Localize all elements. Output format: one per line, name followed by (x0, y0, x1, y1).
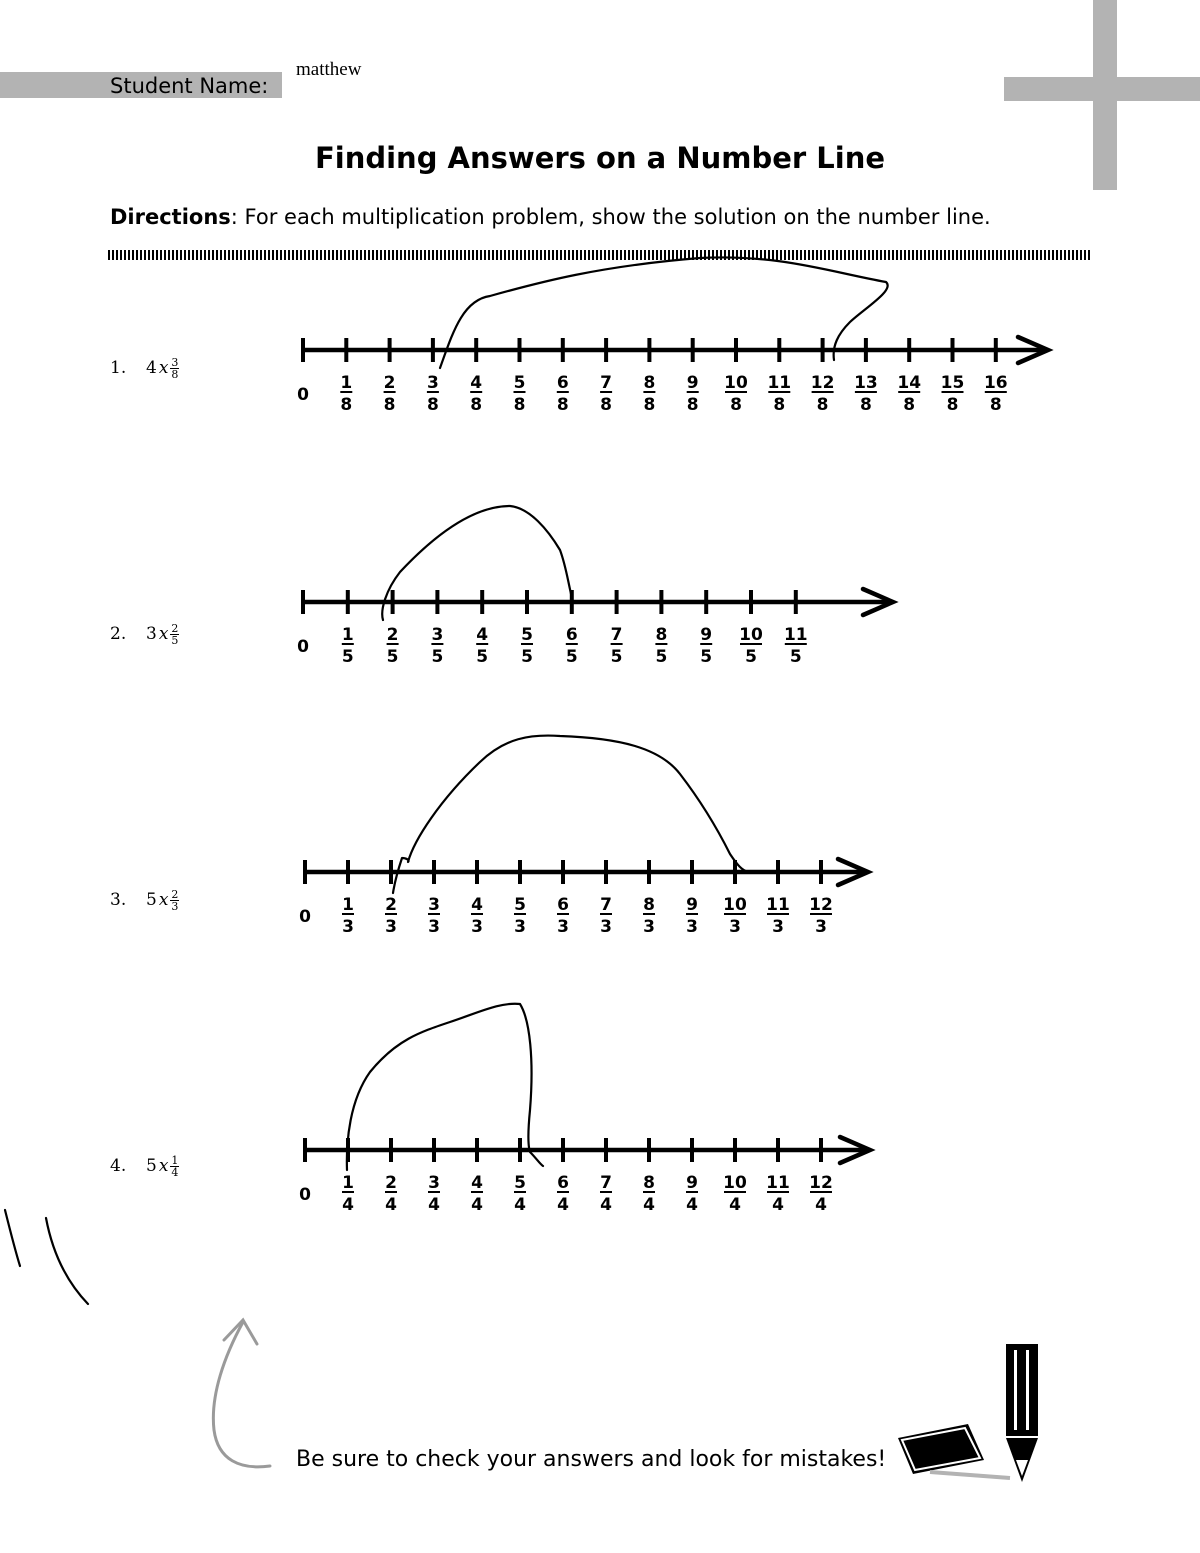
tick-label-numerator: 6 (556, 373, 569, 393)
fraction-denominator: 3 (171, 900, 179, 913)
tick-label-denominator: 4 (643, 1195, 655, 1215)
tick-label-denominator: 3 (772, 917, 784, 937)
tick-label-numerator: 2 (385, 895, 397, 915)
tick-label-numerator: 16 (983, 373, 1008, 393)
tick-label-denominator: 3 (471, 917, 483, 937)
tick-label-denominator: 8 (643, 395, 656, 415)
tick-label-numerator: 3 (431, 625, 444, 645)
margin-mark-2 (46, 1218, 88, 1304)
tick-label-denominator: 5 (341, 647, 354, 667)
tick-label-denominator: 4 (557, 1195, 569, 1215)
tick-label-numerator: 13 (854, 373, 878, 393)
number-line-2 (0, 582, 1200, 672)
tick-label-numerator: 5 (521, 625, 533, 645)
tick-label-numerator: 8 (655, 625, 668, 645)
problem-operator: x (158, 624, 169, 644)
problem-operator: x (158, 1156, 169, 1176)
tick-label-denominator: 5 (700, 647, 713, 667)
problem-factor: 5 (146, 1156, 157, 1176)
student-name-field[interactable]: matthew (296, 59, 362, 80)
tick-label-numerator: 8 (643, 373, 656, 393)
tick-label-denominator: 4 (686, 1195, 698, 1215)
tick-label-numerator: 6 (565, 625, 578, 645)
tick-label-numerator: 10 (739, 625, 763, 645)
tick-label-denominator: 8 (426, 395, 439, 415)
tick-label-numerator: 4 (470, 373, 483, 393)
page-title: Finding Answers on a Number Line (314, 141, 886, 175)
tick-label-denominator: 5 (610, 647, 623, 667)
tick-label-denominator: 3 (600, 917, 612, 937)
tick-label-numerator: 9 (686, 373, 699, 393)
tick-label-denominator: 5 (476, 647, 489, 667)
tick-label-numerator: 7 (610, 625, 623, 645)
tick-label-numerator: 9 (686, 895, 698, 915)
tick-label-denominator: 4 (428, 1195, 440, 1215)
tick-label-denominator: 8 (903, 395, 916, 415)
tick-label-denominator: 4 (729, 1195, 741, 1215)
fraction-denominator: 5 (171, 634, 179, 647)
problem-factor: 4 (146, 358, 157, 378)
fraction-numerator: 1 (171, 1154, 179, 1167)
directions-text: : For each multiplication problem, show the solution on the number line. (230, 205, 991, 229)
fraction-numerator: 2 (171, 888, 179, 901)
tick-label-numerator: 10 (723, 1173, 747, 1193)
tick-label-zero: 0 (297, 637, 309, 657)
problem-factor: 3 (146, 624, 157, 644)
tick-label-denominator: 5 (386, 647, 399, 667)
fraction-denominator: 8 (171, 368, 179, 381)
tick-label-denominator: 8 (859, 395, 872, 415)
problem-operator: x (158, 890, 169, 910)
tick-label-denominator: 8 (556, 395, 569, 415)
tick-label-numerator: 12 (810, 373, 835, 393)
tick-label-denominator: 8 (989, 395, 1002, 415)
tick-label-numerator: 9 (700, 625, 713, 645)
curved-arrow-icon (213, 1320, 270, 1467)
tick-label-denominator: 3 (514, 917, 526, 937)
tick-label-denominator: 3 (557, 917, 569, 937)
tick-label-numerator: 12 (809, 895, 833, 915)
tick-label-numerator: 5 (514, 1173, 526, 1193)
divider-rule (108, 250, 1091, 260)
tick-label-denominator: 8 (816, 395, 829, 415)
tick-label-denominator: 4 (385, 1195, 397, 1215)
tick-label-denominator: 8 (600, 395, 613, 415)
tick-label-denominator: 5 (521, 647, 533, 667)
tick-label-denominator: 4 (471, 1195, 483, 1215)
tick-label-zero: 0 (297, 385, 309, 405)
student-name-label: Student Name: (110, 74, 269, 98)
tick-label-denominator: 3 (643, 917, 655, 937)
eraser-icon (898, 1424, 1010, 1478)
tick-label-numerator: 7 (600, 373, 613, 393)
tick-label-denominator: 5 (745, 647, 757, 667)
tick-label-numerator: 3 (428, 895, 440, 915)
tick-label-numerator: 10 (724, 373, 748, 393)
directions-label: Directions (110, 205, 231, 229)
problem-number: 4. (110, 1156, 127, 1176)
tick-label-denominator: 8 (470, 395, 483, 415)
tick-label-denominator: 4 (815, 1195, 827, 1215)
tick-label-numerator: 5 (513, 373, 526, 393)
tick-label-denominator: 5 (789, 647, 802, 667)
tick-label-numerator: 4 (476, 625, 489, 645)
tick-label-denominator: 3 (815, 917, 827, 937)
tick-label-numerator: 8 (643, 895, 655, 915)
tick-label-numerator: 15 (940, 373, 965, 393)
tick-label-numerator: 9 (686, 1173, 698, 1193)
problem-factor: 5 (146, 890, 157, 910)
tick-label-denominator: 3 (729, 917, 741, 937)
tick-label-numerator: 5 (514, 895, 526, 915)
tick-label-denominator: 8 (513, 395, 526, 415)
tick-label-denominator: 3 (428, 917, 440, 937)
tick-label-numerator: 1 (342, 895, 354, 915)
fraction-numerator: 2 (171, 622, 179, 635)
tick-label-denominator: 5 (431, 647, 444, 667)
number-line-4 (0, 1130, 1200, 1220)
number-line-3 (0, 852, 1200, 942)
tick-label-numerator: 11 (766, 895, 790, 915)
tick-label-denominator: 8 (340, 395, 353, 415)
footer-reminder: Be sure to check your answers and look for mistakes! (296, 1447, 887, 1472)
number-line-1 (0, 330, 1200, 420)
fraction-numerator: 3 (171, 356, 179, 369)
tick-label-numerator: 6 (557, 895, 569, 915)
plus-icon-horizontal (1004, 77, 1200, 101)
tick-label-denominator: 5 (655, 647, 668, 667)
tick-label-numerator: 11 (783, 625, 808, 645)
tick-label-numerator: 12 (809, 1173, 833, 1193)
tick-label-numerator: 7 (600, 895, 612, 915)
tick-label-numerator: 2 (386, 625, 399, 645)
tick-label-denominator: 3 (686, 917, 698, 937)
pencil-icon (1006, 1344, 1038, 1482)
tick-label-numerator: 11 (767, 373, 792, 393)
tick-label-numerator: 7 (600, 1173, 612, 1193)
problem-number: 3. (110, 890, 127, 910)
tick-label-denominator: 4 (514, 1195, 526, 1215)
tick-label-denominator: 4 (342, 1195, 354, 1215)
tick-label-numerator: 3 (428, 1173, 440, 1193)
tick-label-numerator: 1 (340, 373, 353, 393)
tick-label-numerator: 1 (341, 625, 354, 645)
tick-label-numerator: 4 (471, 895, 483, 915)
directions (110, 202, 991, 232)
tick-label-denominator: 8 (383, 395, 396, 415)
tick-label-denominator: 8 (946, 395, 959, 415)
tick-label-zero: 0 (299, 907, 311, 927)
problem-number: 2. (110, 624, 127, 644)
tick-label-denominator: 4 (772, 1195, 784, 1215)
tick-label-numerator: 1 (342, 1173, 354, 1193)
tick-label-denominator: 8 (686, 395, 699, 415)
tick-label-denominator: 8 (730, 395, 742, 415)
tick-label-numerator: 2 (385, 1173, 397, 1193)
tick-label-numerator: 10 (723, 895, 747, 915)
tick-label-numerator: 3 (426, 373, 439, 393)
tick-label-denominator: 5 (565, 647, 578, 667)
tick-label-denominator: 4 (600, 1195, 612, 1215)
tick-label-numerator: 2 (383, 373, 396, 393)
tick-label-denominator: 3 (342, 917, 354, 937)
tick-label-denominator: 3 (385, 917, 397, 937)
problem-number: 1. (110, 358, 127, 378)
tick-label-denominator: 8 (773, 395, 786, 415)
tick-label-numerator: 8 (643, 1173, 655, 1193)
tick-label-numerator: 4 (471, 1173, 483, 1193)
tick-label-numerator: 14 (897, 373, 922, 393)
tick-label-zero: 0 (299, 1185, 311, 1205)
tick-label-numerator: 6 (557, 1173, 569, 1193)
fraction-denominator: 4 (171, 1166, 179, 1179)
problem-operator: x (158, 358, 169, 378)
tick-label-numerator: 11 (766, 1173, 790, 1193)
